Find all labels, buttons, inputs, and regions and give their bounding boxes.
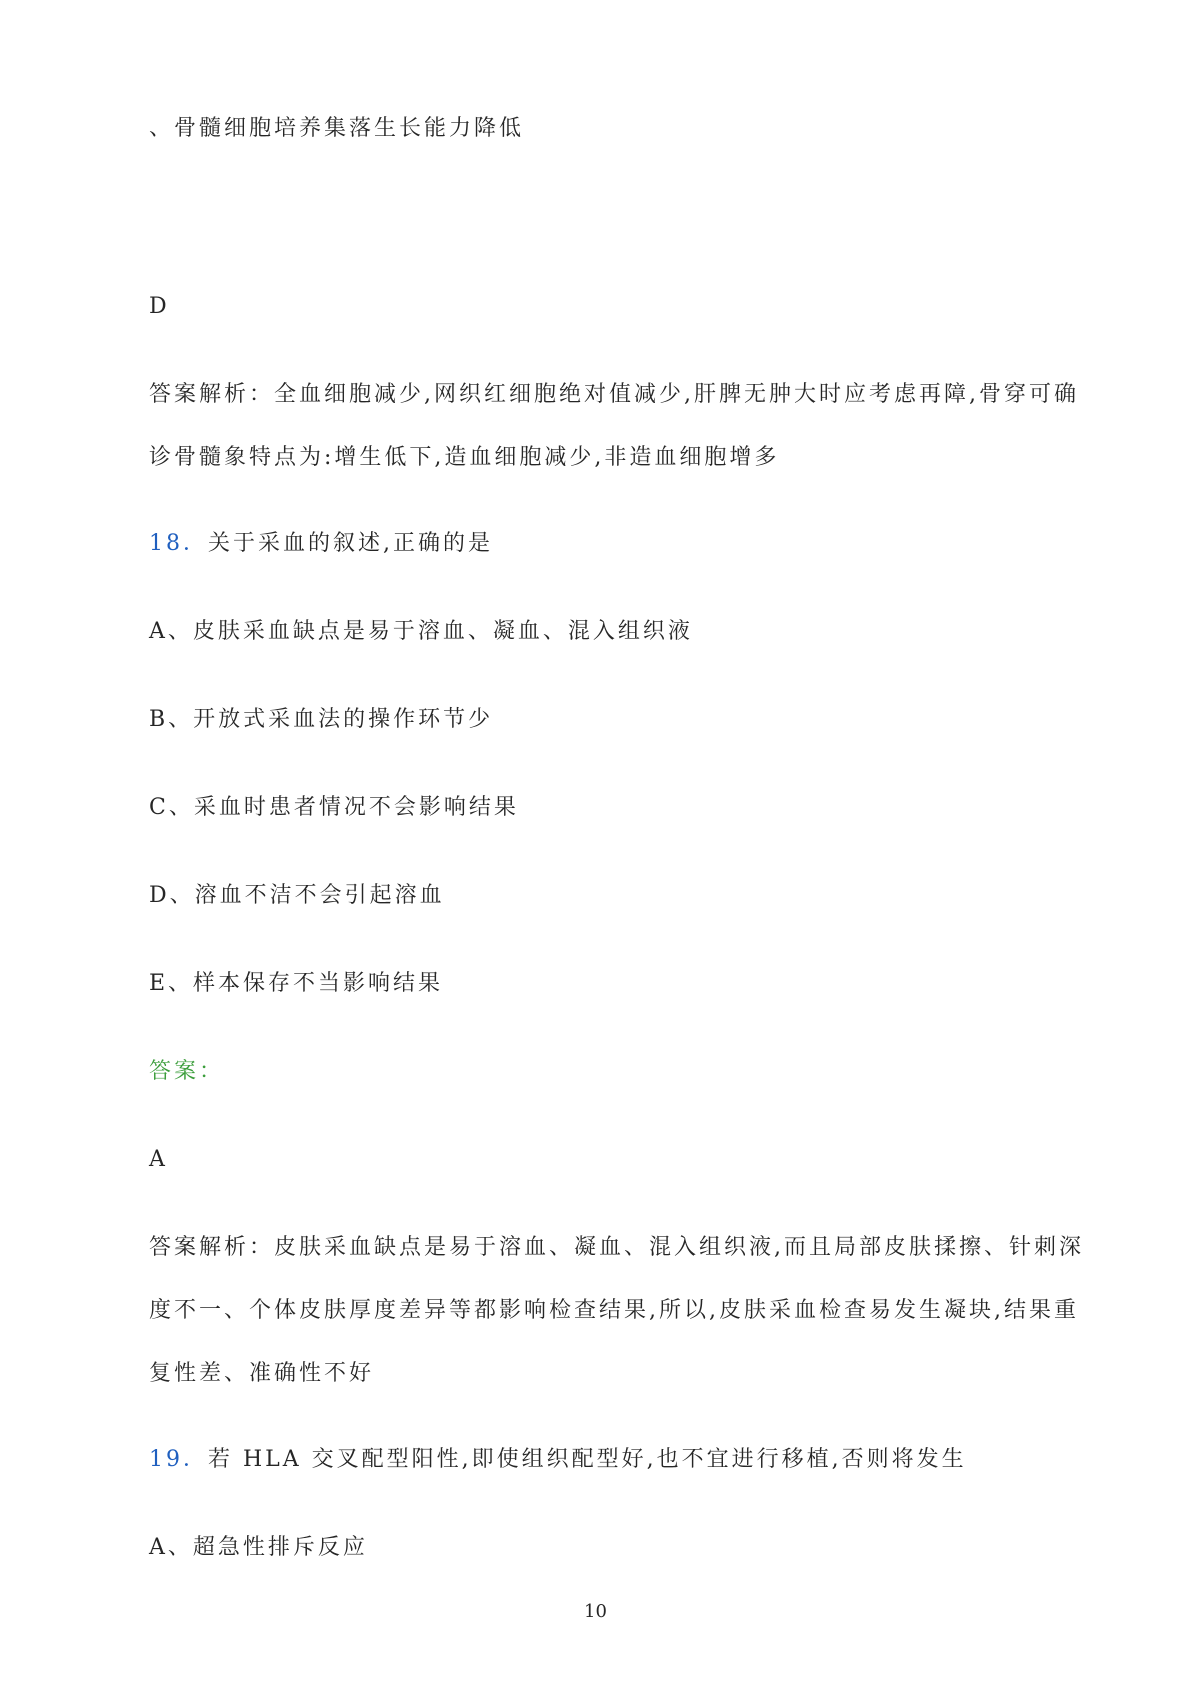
previous-explanation-line-2: 诊骨髓象特点为:增生低下,造血细胞减少,非造血细胞增多 — [149, 445, 780, 470]
question-18-option-e: E、样本保存不当影响结果 — [149, 971, 444, 996]
question-18-explanation-line-3: 复性差、准确性不好 — [149, 1361, 375, 1386]
question-18-option-b: B、开放式采血法的操作环节少 — [149, 707, 494, 732]
question-19-option-a: A、超急性排斥反应 — [149, 1535, 368, 1560]
page-number: 10 — [584, 1601, 607, 1622]
question-18-explanation-line-2: 度不一、个体皮肤厚度差异等都影响检查结果,所以,皮肤采血检查易发生凝块,结果重 — [149, 1298, 1079, 1323]
previous-answer: D — [149, 294, 170, 319]
question-19-stem: 若 HLA 交叉配型阳性,即使组织配型好,也不宜进行移植,否则将发生 — [208, 1447, 967, 1472]
question-18-stem: 关于采血的叙述,正确的是 — [208, 531, 493, 556]
question-18-option-a: A、皮肤采血缺点是易于溶血、凝血、混入组织液 — [149, 619, 693, 644]
question-18-option-c: C、采血时患者情况不会影响结果 — [149, 795, 519, 820]
question-19 — [149, 1445, 967, 1475]
previous-option-fragment: 、骨髓细胞培养集落生长能力降低 — [149, 116, 525, 141]
question-18-answer-label: 答案： — [149, 1059, 225, 1084]
question-18-answer: A — [149, 1147, 168, 1172]
question-19-number: 19． — [149, 1447, 208, 1472]
question-18-explanation-line-1: 答案解析：皮肤采血缺点是易于溶血、凝血、混入组织液,而且局部皮肤揉擦、针刺深 — [149, 1235, 1084, 1260]
question-18-number: 18． — [149, 531, 208, 556]
previous-explanation-line-1: 答案解析：全血细胞减少,网织红细胞绝对值减少,肝脾无肿大时应考虑再障,骨穿可确 — [149, 382, 1079, 407]
question-18-option-d: D、溶血不洁不会引起溶血 — [149, 883, 445, 908]
question-18 — [149, 529, 493, 559]
